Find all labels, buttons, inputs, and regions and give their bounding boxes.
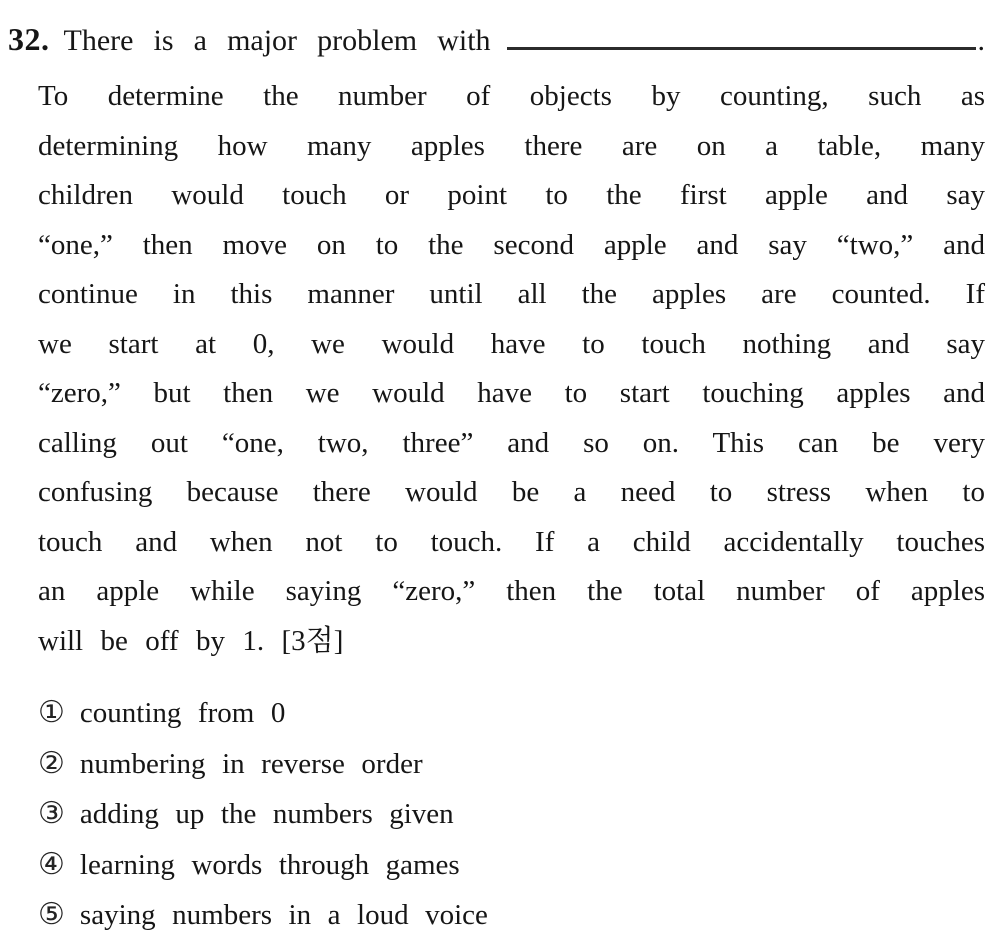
passage-line: confusing because there would be a need to stress when to	[38, 476, 985, 508]
passage	[38, 72, 985, 666]
option-4-circled-number: ④	[38, 846, 65, 882]
passage-line: determining how many apples there are on a table, many	[38, 129, 985, 162]
question-stem-text: There is a major problem with	[63, 24, 491, 57]
passage-line: calling out “one, two, three” and so on. This can be very	[38, 426, 985, 459]
option-1-circled-number: ①	[38, 695, 65, 730]
passage-line: “one,” then move on to the second apple and say “two,” and	[38, 228, 985, 261]
stem-period: .	[977, 24, 985, 57]
option-1-label: counting from 0	[79, 697, 286, 729]
question-stem-line	[8, 16, 985, 64]
option-3-label: adding up the numbers given	[79, 798, 454, 830]
option-3-circled-number: ③	[38, 796, 65, 831]
option-1	[38, 688, 985, 739]
fill-in-blank-line	[507, 17, 976, 50]
option-4-label: learning words through games	[79, 848, 460, 881]
option-2-label: numbering in reverse order	[79, 747, 423, 780]
option-2-circled-number: ②	[38, 745, 65, 781]
option-3	[38, 789, 985, 840]
passage-line: To determine the number of objects by counting, such as	[38, 80, 985, 112]
passage-line: we start at 0, we would have to touch nothing and say	[38, 327, 985, 360]
option-5	[38, 890, 985, 936]
passage-line: children would touch or point to the first apple and say	[38, 179, 985, 211]
passage-line: an apple while saying “zero,” then the total number of apples	[38, 575, 985, 607]
passage-line: “zero,” but then we would have to start touching apples and	[38, 377, 985, 409]
option-5-circled-number: ⑤	[38, 897, 65, 932]
option-5-label: saying numbers in a loud voice	[79, 899, 488, 931]
passage-line-with-points: will be off by 1. [3점]	[38, 624, 344, 657]
option-2	[38, 739, 985, 790]
question-number: 32.	[8, 21, 50, 57]
answer-options	[38, 688, 985, 936]
option-4	[38, 840, 985, 891]
passage-line: touch and when not to touch. If a child accidentally touches	[38, 525, 985, 558]
passage-line: continue in this manner until all the apples are counted. If	[38, 278, 985, 310]
